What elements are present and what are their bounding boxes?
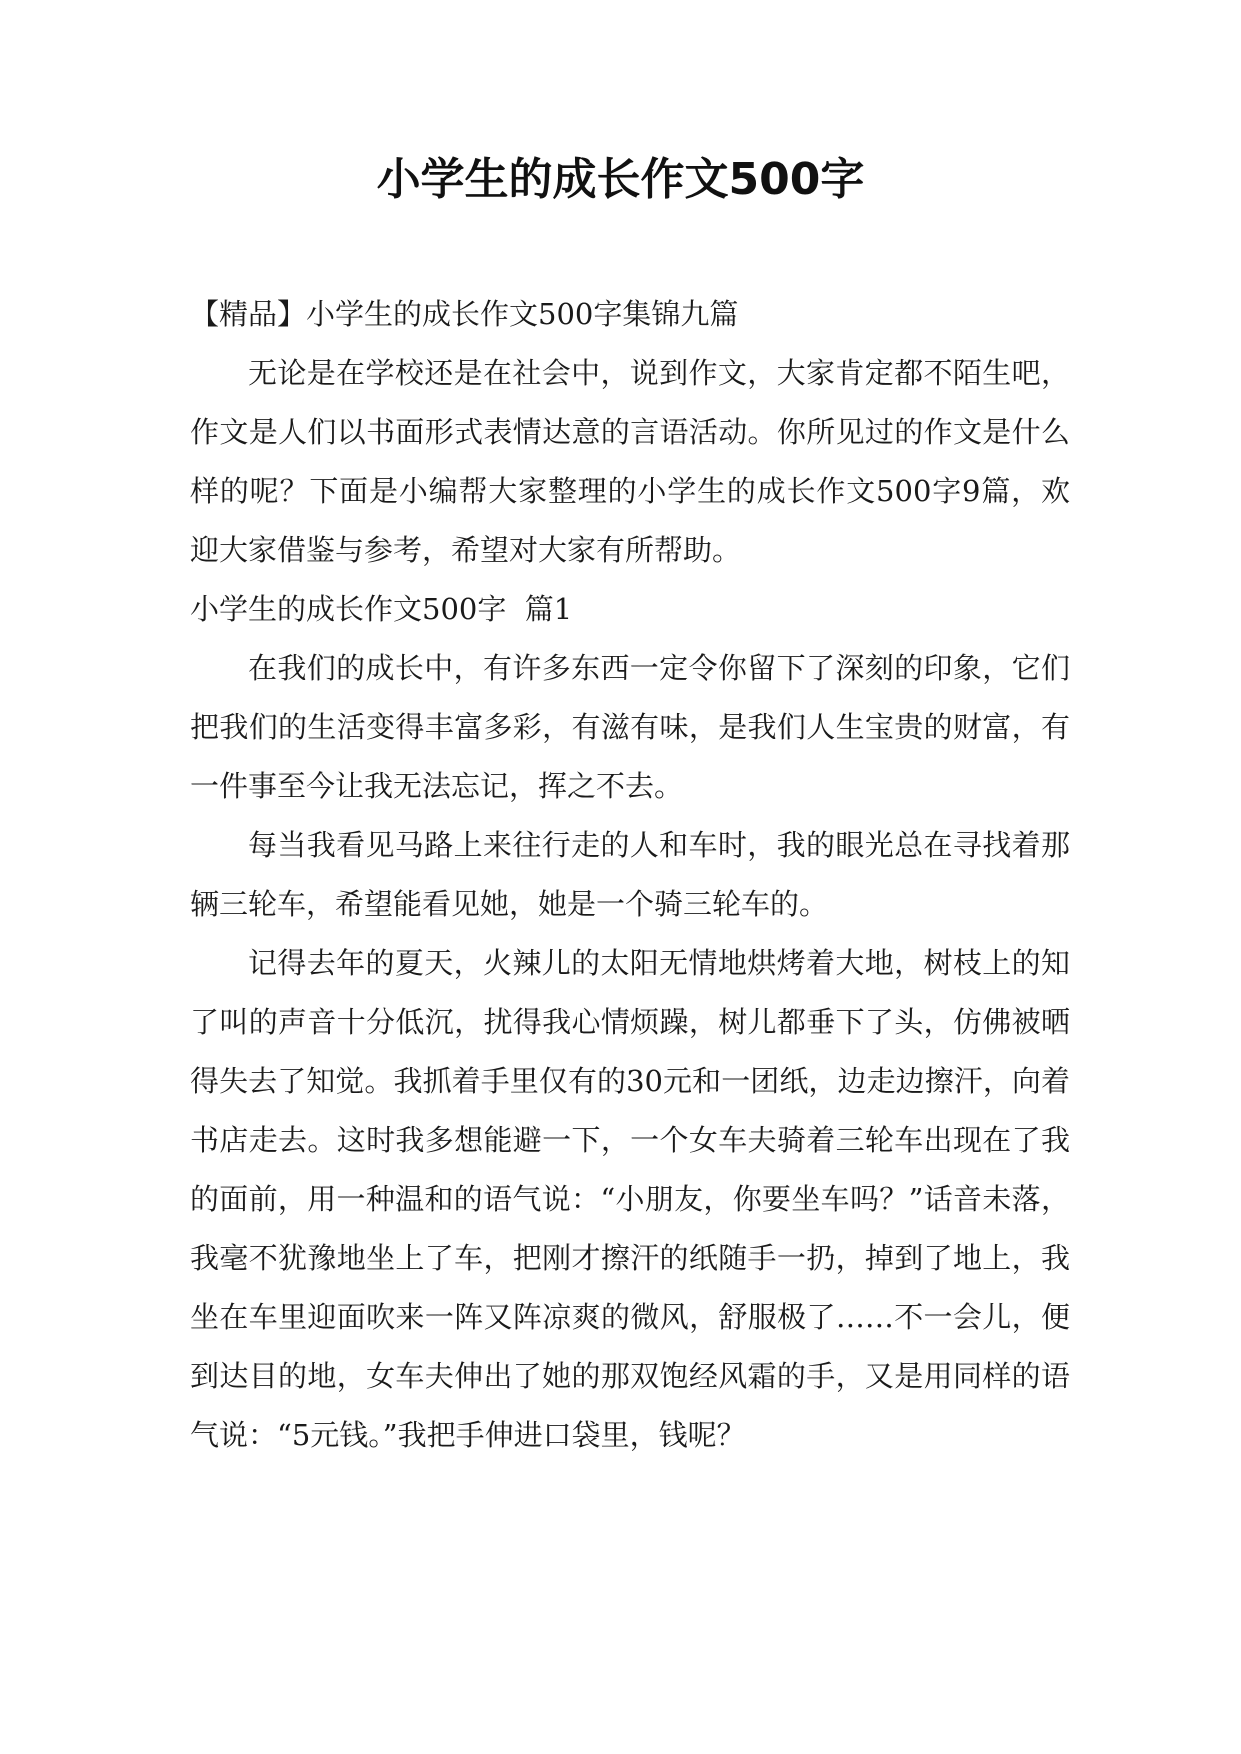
document-title: 小学生的成长作文500字	[376, 154, 865, 205]
document-subtitle: 【精品】小学生的成长作文500字集锦九篇	[190, 297, 739, 331]
document-body	[190, 285, 1070, 1465]
section-heading: 小学生的成长作文500字 篇1	[190, 592, 573, 626]
body-paragraph: 在我们的成长中，有许多东西一定令你留下了深刻的印象，它们把我们的生活变得丰富多彩，有滋有味，是我们人生宝贵的财富，有一件事至今让我无法忘记，挥之不去。	[190, 651, 1070, 803]
body-paragraph: 记得去年的夏天，火辣儿的太阳无情地烘烤着大地，树枝上的知了叫的声音十分低沉，扰得我心情烦躁，树儿都垂下了头，仿佛被晒得失去了知觉。我抓着手里仅有的30元和一团纸，边走边擦汗，向着书店走去。这时我多想能避一下，一个女车夫骑着三轮车出现在了我的面前，用一种温和的语气说：“小朋友，你要坐车吗？”话音未落，我毫不犹豫地坐上了车，把刚才擦汗的纸随手一扔，掉到了地上，我坐在车里迎面吹来一阵又阵凉爽的微风，舒服极了……不一会儿，便到达目的地，女车夫伸出了她的那双饱经风霜的手，又是用同样的语气说：“5元钱。”我把手伸进口袋里，钱呢？	[190, 946, 1070, 1452]
body-paragraph: 每当我看见马路上来往行走的人和车时，我的眼光总在寻找着那辆三轮车，希望能看见她，她是一个骑三轮车的。	[190, 828, 1070, 921]
intro-paragraph: 无论是在学校还是在社会中，说到作文，大家肯定都不陌生吧，作文是人们以书面形式表情达意的言语活动。你所见过的作文是什么样的呢？下面是小编帮大家整理的小学生的成长作文500字9篇，欢迎大家借鉴与参考，希望对大家有所帮助。	[190, 356, 1070, 567]
